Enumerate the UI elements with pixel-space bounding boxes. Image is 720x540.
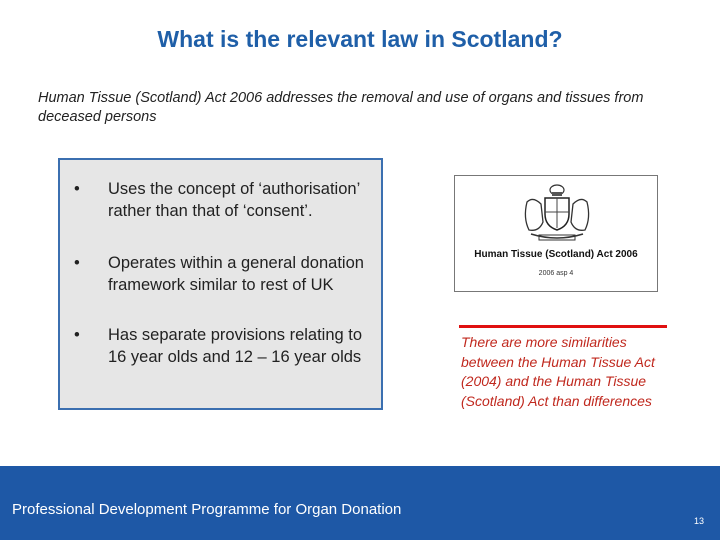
bullet-text: Operates within a general donation framework similar to rest of UK	[108, 254, 364, 294]
footer-text: Professional Development Programme for Organ Donation	[12, 501, 402, 518]
bullet-box	[58, 158, 383, 410]
note-divider	[459, 325, 667, 328]
intro-text: Human Tissue (Scotland) Act 2006 addresses the removal and use of organs and tissues from deceased persons	[38, 90, 644, 125]
royal-coat-of-arms-icon	[517, 182, 597, 244]
bullet-item	[72, 324, 372, 368]
bullet-text: Uses the concept of ‘authorisation’ rather than that of ‘consent’.	[108, 180, 360, 220]
similarities-note: There are more similarities between the Human Tissue Act (2004) and the Human Tissue (Scotland) Act than differences	[461, 334, 655, 409]
bullet-text: Has separate provisions relating to 16 year olds and 12 – 16 year olds	[108, 326, 363, 366]
act-document-title: Human Tissue (Scotland) Act 2006	[474, 249, 638, 260]
bullet-item	[72, 178, 372, 222]
act-document-image	[454, 175, 658, 292]
page-number: 13	[693, 516, 704, 526]
bullet-marker: •	[74, 326, 80, 344]
bullet-item	[72, 252, 372, 296]
bullet-marker: •	[74, 254, 80, 272]
bullet-marker: •	[74, 180, 80, 198]
footer-bar	[0, 466, 720, 540]
act-document-subtitle: 2006 asp 4	[538, 270, 574, 277]
slide-title: What is the relevant law in Scotland?	[157, 26, 563, 52]
